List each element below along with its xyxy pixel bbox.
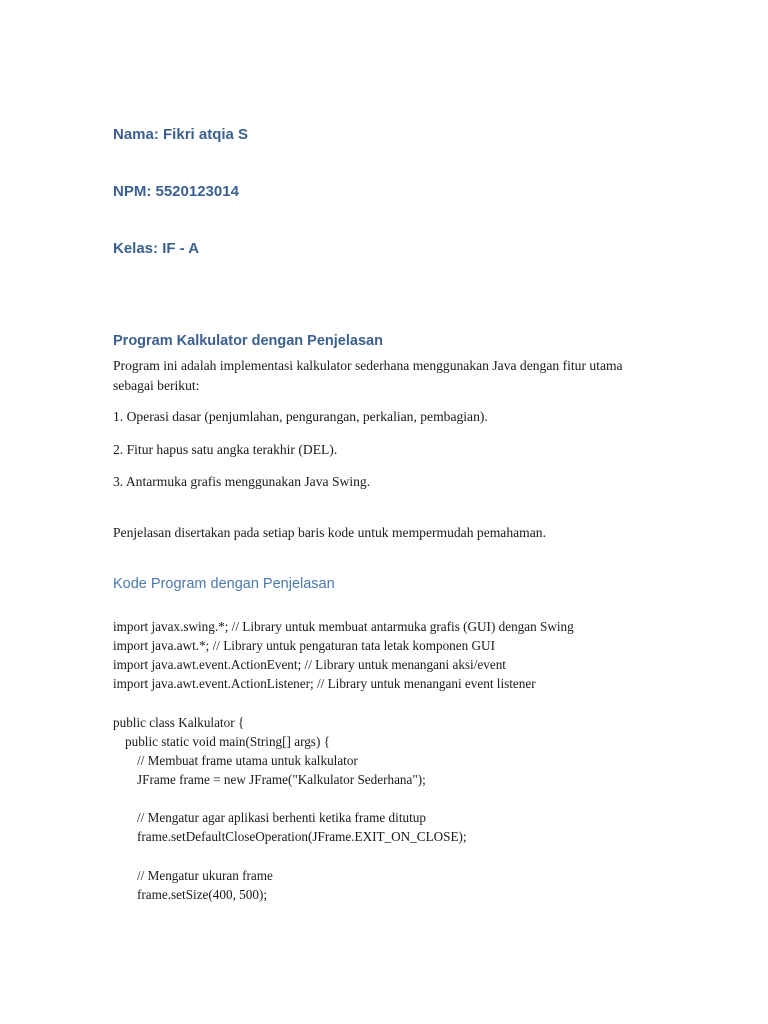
code-class-decl: public class Kalkulator { (113, 715, 245, 730)
student-class: Kelas: IF - A (113, 240, 200, 257)
code-main-decl: public static void main(String[] args) { (125, 734, 330, 749)
code-frame-new: JFrame frame = new JFrame("Kalkulator Sederhana"); (137, 772, 426, 787)
code-frame-size: frame.setSize(400, 500); (137, 887, 268, 902)
code-import-actionlistener: import java.awt.event.ActionListener; // Library untuk menangani event listener (113, 676, 536, 691)
code-comment-size: // Mengatur ukuran frame (137, 868, 273, 883)
code-comment-frame: // Membuat frame utama untuk kalkulator (137, 753, 358, 768)
code-comment-close: // Mengatur agar aplikasi berhenti ketika frame ditutup (137, 810, 426, 825)
code-import-awt: import java.awt.*; // Library untuk pengaturan tata letak komponen GUI (113, 638, 495, 653)
section-title-code: Kode Program dengan Penjelasan (113, 576, 335, 592)
student-name: Nama: Fikri atqia S (113, 126, 249, 143)
student-npm: NPM: 5520123014 (113, 183, 239, 200)
section-title-program: Program Kalkulator dengan Penjelasan (113, 333, 383, 349)
feature-item-1: 1. Operasi dasar (penjumlahan, pengurangan, perkalian, pembagian). (113, 409, 488, 424)
code-import-swing: import javax.swing.*; // Library untuk membuat antarmuka grafis (GUI) dengan Swing (113, 619, 574, 634)
code-frame-close: frame.setDefaultCloseOperation(JFrame.EXIT_ON_CLOSE); (137, 829, 467, 844)
intro-paragraph: Program ini adalah implementasi kalkulator sederhana menggunakan Java dengan fitur utama sebagai berikut: (113, 358, 623, 393)
feature-item-3: 3. Antarmuka grafis menggunakan Java Swing. (113, 474, 371, 489)
explanation-note: Penjelasan disertakan pada setiap baris kode untuk mempermudah pemahaman. (113, 525, 546, 540)
feature-item-2: 2. Fitur hapus satu angka terakhir (DEL). (113, 442, 338, 457)
code-import-actionevent: import java.awt.event.ActionEvent; // Library untuk menangani aksi/event (113, 657, 506, 672)
